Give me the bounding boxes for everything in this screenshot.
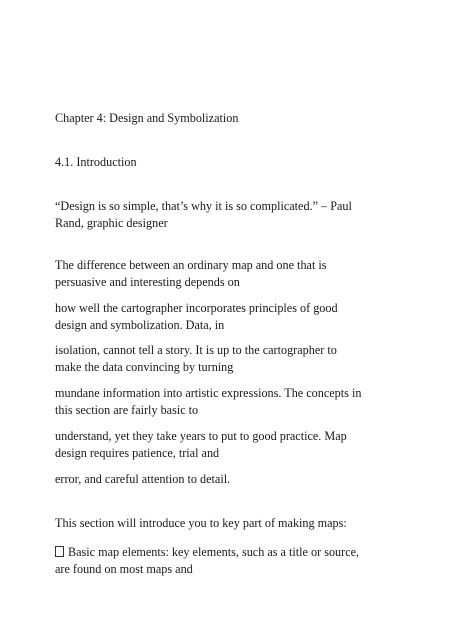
paragraph-line: isolation, cannot tell a story. It is up to the cartographer to xyxy=(55,343,337,357)
paragraph-line: how well the cartographer incorporates principles of good xyxy=(55,301,338,315)
bullet-item xyxy=(55,544,400,578)
paragraph-line: understand, yet they take years to put to good practice. Map xyxy=(55,429,347,443)
body-paragraph-6 xyxy=(55,471,400,488)
paragraph-line: persuasive and interesting depends on xyxy=(55,275,240,289)
body-paragraph-4 xyxy=(55,385,400,419)
chapter-title-text: Chapter 4: Design and Symbolization xyxy=(55,111,239,125)
quote-line-1: “Design is so simple, that’s why it is so complicated.” – Paul xyxy=(55,199,352,213)
body-paragraph-1 xyxy=(55,257,400,291)
bullet-line-2: are found on most maps and xyxy=(55,562,193,576)
section-intro-text: This section will introduce you to key part of making maps: xyxy=(55,516,347,530)
bullet-line-1 xyxy=(55,544,400,561)
chapter-title xyxy=(55,110,400,127)
paragraph-line: design and symbolization. Data, in xyxy=(55,318,225,332)
body-paragraph-5 xyxy=(55,428,400,462)
section-intro xyxy=(55,515,400,532)
paragraph-line: design requires patience, trial and xyxy=(55,446,220,460)
section-heading-text: 4.1. Introduction xyxy=(55,155,137,169)
quote-paragraph xyxy=(55,198,400,232)
paragraph-line: The difference between an ordinary map and one that is xyxy=(55,258,327,272)
quote-line-2: Rand, graphic designer xyxy=(55,216,168,230)
paragraph-line: mundane information into artistic expressions. The concepts in xyxy=(55,386,362,400)
paragraph-line: make the data convincing by turning xyxy=(55,360,234,374)
bullet-text: Basic map elements: key elements, such as a title or source, xyxy=(68,545,360,559)
body-paragraph-2 xyxy=(55,300,400,334)
paragraph-line: error, and careful attention to detail. xyxy=(55,472,231,486)
paragraph-line: this section are fairly basic to xyxy=(55,403,199,417)
section-heading xyxy=(55,154,400,171)
box-bullet-icon xyxy=(55,546,64,557)
body-paragraph-3 xyxy=(55,342,400,376)
